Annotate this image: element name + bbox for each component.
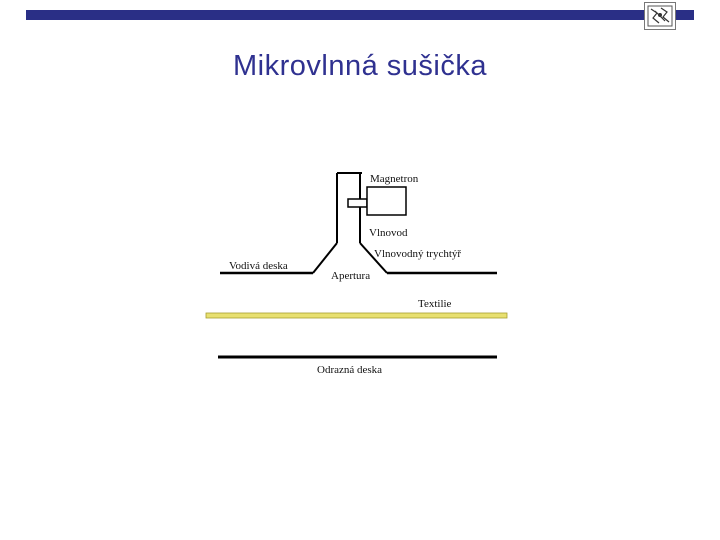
magnetron-box	[367, 187, 406, 215]
label-reflective-plate: Odrazná deska	[317, 364, 383, 376]
magnetron-antenna	[348, 199, 367, 207]
label-magnetron: Magnetron	[370, 173, 419, 185]
label-waveguide: Vlnovod	[369, 227, 408, 239]
slide-title: Mikrovlnná sušička	[233, 50, 487, 82]
label-textile: Textilie	[418, 298, 452, 310]
label-waveguide-funnel: Vlnovodný trychtýř	[374, 248, 462, 260]
label-conductive-plate: Vodivá deska	[229, 260, 288, 272]
funnel-left-wall	[313, 243, 337, 273]
textile-layer	[206, 313, 507, 318]
label-aperture: Apertura	[331, 270, 371, 282]
